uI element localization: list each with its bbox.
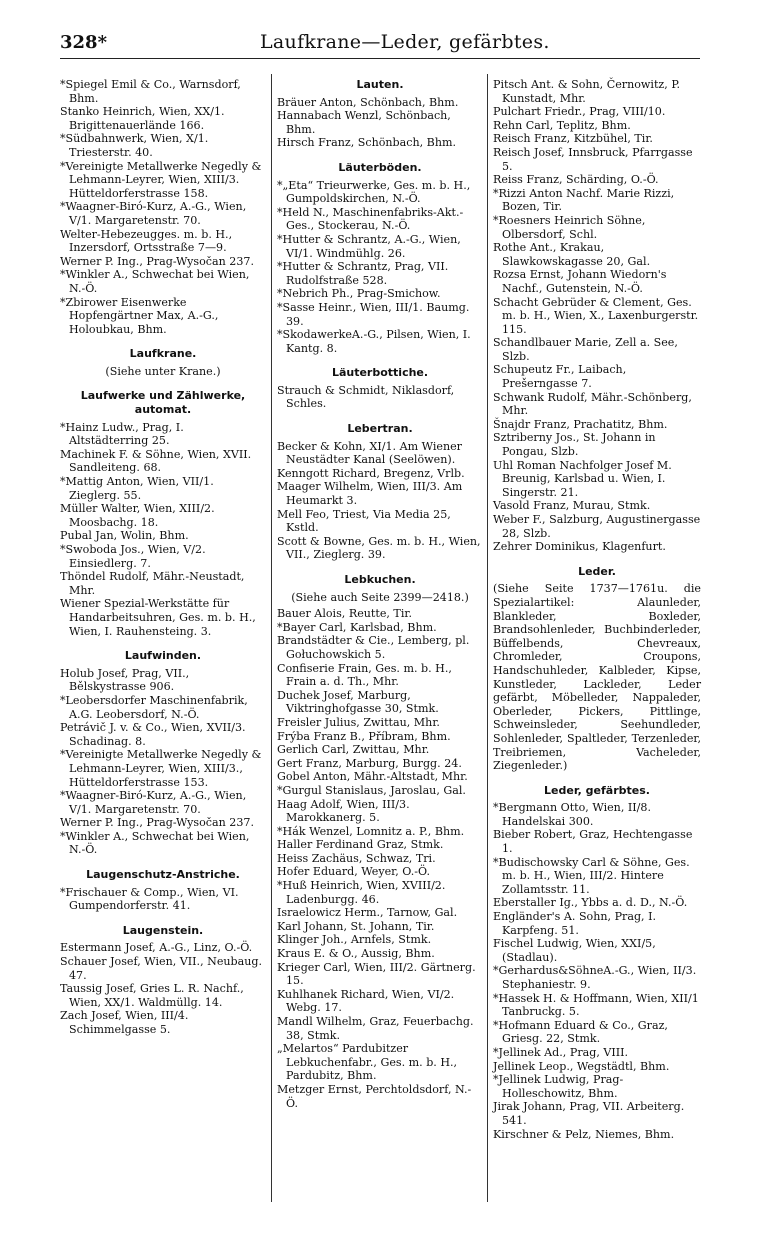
directory-entry: Frýba Franz B., Příbram, Bhm. (277, 729, 451, 743)
directory-entry: *Bergmann Otto, Wien, II/8. Handelskai 300. (493, 801, 651, 828)
entry-list (60, 886, 266, 913)
directory-entry: *Hák Wenzel, Lomnitz a. P., Bhm. (277, 824, 465, 838)
directory-entry: Werner P. Ing., Prag-Wysočan 237. (60, 254, 255, 268)
directory-entry: Becker & Kohn, XI/1. Am Wiener Neustädter Kanal (Seelöwen). (277, 439, 462, 467)
directory-entry: Kenngott Richard, Bregenz, Vrlb. (277, 466, 465, 480)
directory-entry: *Rizzi Anton Nachf. Marie Rizzi, Bozen, Tir. (493, 186, 675, 214)
directory-entry: *Budischowsky Carl & Söhne, Ges. m. b. H., Wien, III/2. Hintere Zollamtsstr. 11. (493, 855, 690, 896)
directory-entry: *Vereinigte Metallwerke Negedly & Lehmann-Leyrer, Wien, XIII/3. Hütteldorferstrasse 158. (60, 159, 262, 200)
entry-list (277, 179, 483, 356)
directory-entry: Krieger Carl, Wien, III/2. Gärtnerg. 15. (277, 960, 476, 988)
directory-entry: Heiss Zachäus, Schwaz, Tri. (277, 851, 436, 865)
section-heading-laugenstein: Laugenstein. (122, 923, 204, 937)
section-heading-lebertran: Lebertran. (347, 422, 413, 436)
directory-entry: Wiener Spezial-Werkstätte für Handarbeitsuhren, Ges. m. b. H., Wien, I. Rauhensteing. 3. (60, 597, 256, 638)
directory-entry: Pubal Jan, Wolin, Bhm. (60, 529, 189, 543)
column-divider (487, 74, 488, 1202)
directory-entry: *Hainz Ludw., Prag, I. Altstädterring 25. (60, 420, 184, 448)
page-header (60, 28, 700, 58)
directory-entry: *Gurgul Stanislaus, Jaroslau, Gal. (277, 783, 466, 797)
directory-entry: Zach Josef, Wien, III/4. Schimmelgasse 5. (60, 1009, 189, 1036)
directory-entry: Schandlbauer Marie, Zell a. See, Slzb. (493, 336, 678, 363)
column-left (60, 78, 266, 1037)
directory-entry: Kraus E. & O., Aussig, Bhm. (277, 947, 435, 961)
column-divider (271, 74, 272, 1202)
section-heading-laugenschutz: Laugenschutz-Anstriche. (86, 868, 240, 882)
directory-entry: Gerlich Carl, Zwittau, Mhr. (277, 743, 430, 757)
directory-entry: *Hofmann Eduard & Co., Graz, Griesg. 22, Stmk. (493, 1018, 668, 1046)
directory-entry: Maager Wilhelm, Wien, III/3. Am Heumarkt 3. (277, 480, 463, 508)
entry-list (277, 96, 483, 150)
directory-entry: *Hutter & Schrantz, A.-G., Wien, VI/1. Windmühlg. 26. (277, 232, 461, 260)
directory-entry: *Waagner-Biró-Kurz, A.-G., Wien, V/1. Margaretenstr. 70. (60, 200, 247, 227)
directory-entry: Eberstaller Ig., Ybbs a. d. D., N.-Ö. (493, 896, 688, 910)
directory-entry: Werner P. Ing., Prag-Wysočan 237. (60, 816, 255, 830)
directory-entry: *Mattig Anton, Wien, VII/1. Zieglerg. 55. (60, 475, 214, 502)
entry-list (60, 667, 266, 857)
directory-entry: Müller Walter, Wien, XIII/2. Moosbachg. 18. (60, 502, 215, 529)
directory-entry: Uhl Roman Nachfolger Josef M. Breunig, Karlsbad u. Wien, I. Singerstr. 21. (493, 458, 672, 499)
directory-entry: *„Eta“ Trieurwerke, Ges. m. b. H., Gumpoldskirchen, N.-Ö. (277, 178, 471, 206)
directory-entry: Reisch Franz, Kitzbühel, Tir. (493, 132, 653, 146)
directory-entry: Fischel Ludwig, Wien, XXI/5, (Stadlau). (493, 937, 656, 964)
directory-entry: *SkodawerkeA.-G., Pilsen, Wien, I. Kantg. 8. (277, 328, 471, 355)
entry-list (493, 801, 701, 1141)
cross-reference-note: (Siehe unter Krane.) (105, 364, 221, 378)
directory-entry: Bauer Alois, Reutte, Tir. (277, 607, 412, 621)
section-heading-laufwerke: Laufwerke und Zählwerke, automat. (80, 389, 246, 417)
entry-list (60, 421, 266, 639)
directory-entry: *Frischauer & Comp., Wien, VI. Gumpendorferstr. 41. (60, 885, 239, 913)
directory-entry: Strauch & Schmidt, Niklasdorf, Schles. (277, 383, 455, 411)
entry-list (60, 78, 266, 336)
directory-entry: Vasold Franz, Murau, Stmk. (493, 499, 651, 513)
directory-entry: *Bayer Carl, Karlsbad, Bhm. (277, 620, 437, 634)
directory-entry: Mell Feo, Triest, Via Media 25, Kstld. (277, 507, 451, 535)
directory-entry: Schupeutz Fr., Laibach, Prešerngasse 7. (493, 363, 627, 391)
directory-entry: *Huß Heinrich, Wien, XVIII/2. Ladenburgg. 46. (277, 879, 446, 906)
directory-entry: *Gerhardus&SöhneA.-G., Wien, II/3. Stephaniestr. 9. (493, 964, 697, 991)
directory-entry: *Vereinigte Metallwerke Negedly & Lehmann-Leyrer, Wien, XIII/3., Hütteldorferstrasse 153. (60, 748, 262, 789)
directory-entry: Thöndel Rudolf, Mähr.-Neustadt, Mhr. (60, 570, 245, 597)
section-heading-lauterboden: Läuterböden. (338, 160, 422, 174)
directory-entry: Hofer Eduard, Weyer, O.-Ö. (277, 865, 430, 879)
directory-entry: *Held N., Maschinenfabriks-Akt.-Ges., Stockerau, N.-Ö. (277, 205, 464, 233)
directory-page (60, 28, 700, 1208)
directory-entry: *Hassek H. & Hoffmann, Wien, XII/1 Tanbruckg. 5. (493, 991, 699, 1019)
directory-entry: Holub Josef, Prag, VII., Bělskystrasse 906. (60, 666, 190, 694)
section-heading-laufkrane: Laufkrane. (129, 347, 197, 361)
header-rule (60, 58, 700, 59)
directory-entry: Pitsch Ant. & Sohn, Černowitz, P. Kunstadt, Mhr. (493, 78, 681, 105)
directory-entry: Scott & Bowne, Ges. m. b. H., Wien, VII., Zieglerg. 39. (277, 534, 481, 562)
directory-entry: Gert Franz, Marburg, Burgg. 24. (277, 756, 462, 770)
directory-entry: *Südbahnwerk, Wien, X/1. Triesterstr. 40. (60, 132, 209, 159)
directory-entry: *Roesners Heinrich Söhne, Olbersdorf, Schl. (493, 213, 646, 241)
section-heading-lauterbottiche: Läuterbottiche. (331, 366, 429, 380)
section-heading-leder: Leder. (578, 564, 616, 578)
directory-entry: Bieber Robert, Graz, Hechtengasse 1. (493, 828, 693, 856)
directory-entry: Stanko Heinrich, Wien, XX/1. Brigittenauerlände 166. (60, 105, 225, 132)
directory-entry: Jirak Johann, Prag, VII. Arbeiterg. 541. (493, 1100, 685, 1127)
directory-entry: Brandstädter & Cie., Lemberg, pl. Gołuchowskich 5. (277, 634, 470, 661)
directory-entry: Confiserie Frain, Ges. m. b. H., Frain a. d. Th., Mhr. (277, 661, 452, 689)
directory-entry: Machinek F. & Söhne, Wien, XVII. Sandleiteng. 68. (60, 447, 252, 475)
directory-entry: *Waagner-Biró-Kurz, A.-G., Wien, V/1. Margaretenstr. 70. (60, 789, 247, 816)
directory-entry: *Nebrich Ph., Prag-Smichow. (277, 287, 441, 301)
directory-entry: Kuhlhanek Richard, Wien, VI/2. Webg. 17. (277, 987, 455, 1015)
section-heading-lauten: Lauten. (356, 78, 404, 91)
directory-entry: *Jellinek Ludwig, Prag-Holleschowitz, Bhm. (493, 1073, 624, 1100)
cross-reference-note: (Siehe Seite 1737—1761u. die Spezialartikel: Alaunleder, Blankleder, Boxleder, Brandsohlenleder, Buchbinderleder, Büffelbends, Chevreaux, Chromleder, Croupons, Handschuhleder, Kalbleder, Kipse, Kunstleder, Lackleder, Leder gefärbt, Möbelleder, Nappaleder, Oberleder, Pickers, Pittlinge, Schweinsleder, Seehundleder, Sohlenleder, Spaltleder, Terzenleder, Treibriemen, Vacheleder, Ziegenleder.) (493, 582, 701, 773)
section-heading-leder-gefarbtes: Leder, gefärbtes. (544, 783, 650, 797)
page-number: 328* (60, 32, 107, 53)
directory-entry: Gobel Anton, Mähr.-Altstadt, Mhr. (277, 770, 468, 784)
directory-entry: Taussig Josef, Gries L. R. Nachf., Wien, XX/1. Waldmüllg. 14. (60, 982, 244, 1009)
directory-entry: Estermann Josef, A.-G., Linz, O.-Ö. (60, 941, 253, 955)
directory-entry: Schauer Josef, Wien, VII., Neubaug. 47. (60, 955, 263, 982)
entry-list (277, 607, 483, 1110)
directory-entry: Zehrer Dominikus, Klagenfurt. (493, 540, 666, 554)
directory-entry: Pulchart Friedr., Prag, VIII/10. (493, 105, 666, 119)
directory-entry: Mandl Wilhelm, Graz, Feuerbachg. 38, Stmk. (277, 1015, 474, 1042)
directory-entry: Freisler Julius, Zwittau, Mhr. (277, 715, 440, 729)
directory-entry: Schwank Rudolf, Mähr.-Schönberg, Mhr. (493, 390, 692, 418)
directory-entry: Rozsa Ernst, Johann Wiedorn's Nachf., Gutenstein, N.-Ö. (493, 268, 667, 295)
directory-entry: Hirsch Franz, Schönbach, Bhm. (277, 136, 457, 150)
column-middle (277, 78, 483, 1110)
directory-entry: *Swoboda Jos., Wien, V/2. Einsiedlerg. 7. (60, 543, 206, 570)
directory-entry: Haag Adolf, Wien, III/3. Marokkanerg. 5. (277, 797, 410, 825)
section-heading-lebkuchen: Lebkuchen. (344, 573, 416, 586)
directory-entry: Reiss Franz, Schärding, O.-Ö. (493, 173, 659, 187)
directory-entry: Reisch Josef, Innsbruck, Pfarrgasse 5. (493, 145, 693, 173)
column-right (493, 78, 701, 1141)
directory-entry: Engländer's A. Sohn, Prag, I. Karpfeng. 51. (493, 910, 657, 937)
cross-reference-note: (Siehe auch Seite 2399—2418.) (291, 590, 469, 604)
directory-entry: Bräuer Anton, Schönbach, Bhm. (277, 95, 459, 109)
entry-list (277, 440, 483, 562)
section-heading-laufwinden: Laufwinden. (124, 649, 202, 663)
entry-list (277, 384, 483, 411)
directory-entry: *Sasse Heinr., Wien, III/1. Baumg. 39. (277, 300, 470, 328)
directory-entry: Jellinek Leop., Wegstädtl, Bhm. (493, 1059, 670, 1073)
directory-entry: Metzger Ernst, Perchtoldsdorf, N.-Ö. (277, 1082, 472, 1110)
entry-list (493, 78, 701, 554)
directory-entry: Israelowicz Herm., Tarnow, Gal. (277, 906, 458, 920)
directory-entry: Petrávič J. v. & Co., Wien, XVII/3. Schadinag. 8. (60, 721, 246, 748)
directory-entry: *Spiegel Emil & Co., Warnsdorf, Bhm. (60, 78, 241, 105)
directory-entry: Sztriberny Jos., St. Johann in Pongau, Slzb. (493, 431, 656, 459)
directory-entry: *Winkler A., Schwechat bei Wien, N.-Ö. (60, 268, 250, 295)
directory-entry: Rehn Carl, Teplitz, Bhm. (493, 118, 631, 132)
directory-entry: Kirschner & Pelz, Niemes, Bhm. (493, 1127, 675, 1141)
directory-entry: *Leobersdorfer Maschinenfabrik, A.G. Leobersdorf, N.-Ö. (60, 693, 248, 721)
directory-entry: Haller Ferdinand Graz, Stmk. (277, 838, 444, 852)
directory-entry: Klinger Joh., Arnfels, Stmk. (277, 933, 432, 947)
directory-entry: Schacht Gebrüder & Clement, Ges. m. b. H., Wien, X., Laxenburgerstr. 115. (493, 295, 699, 336)
directory-entry: Hannabach Wenzl, Schönbach, Bhm. (277, 109, 451, 136)
directory-entry: „Melartos“ Pardubitzer Lebkuchenfabr., Ges. m. b. H., Pardubitz, Bhm. (277, 1042, 458, 1083)
entry-list (60, 941, 266, 1036)
directory-entry: Duchek Josef, Marburg, Viktringhofgasse 30, Stmk. (277, 688, 439, 716)
directory-entry: *Winkler A., Schwechat bei Wien, N.-Ö. (60, 829, 250, 857)
directory-entry: Welter-Hebezeugges. m. b. H., Inzersdorf, Ortsstraße 7—9. (60, 227, 233, 255)
directory-entry: Weber F., Salzburg, Augustinergasse 28, Slzb. (493, 513, 701, 540)
directory-entry: *Jellinek Ad., Prag, VIII. (493, 1045, 629, 1059)
directory-entry: Karl Johann, St. Johann, Tir. (277, 919, 435, 933)
directory-entry: Šnajdr Franz, Prachatitz, Bhm. (493, 417, 668, 431)
directory-entry: Rothe Ant., Krakau, Slawkowskagasse 20, Gal. (493, 241, 651, 268)
directory-entry: *Hutter & Schrantz, Prag, VII. Rudolfstraße 528. (277, 260, 449, 287)
running-title: Laufkrane—Leder, gefärbtes. (260, 31, 550, 53)
directory-entry: *Zbirower Eisenwerke Hopfengärtner Max, A.-G., Holoubkau, Bhm. (60, 295, 219, 336)
